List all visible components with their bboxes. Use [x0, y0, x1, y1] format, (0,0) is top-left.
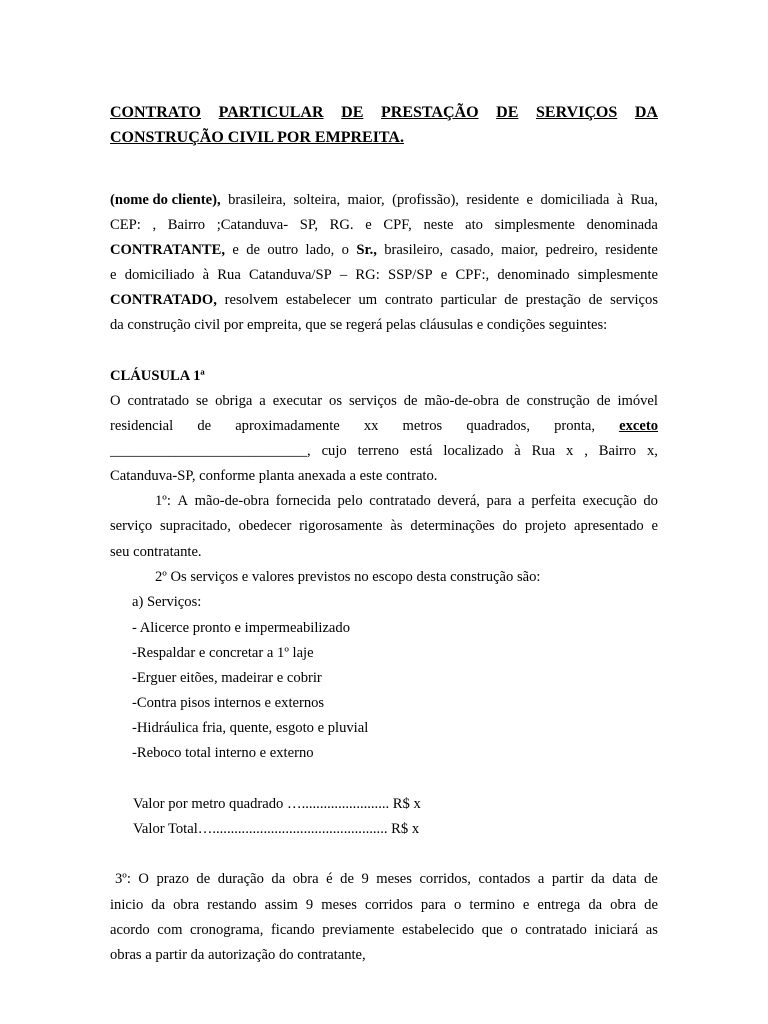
word: apresentado: [574, 518, 644, 534]
word: residente: [605, 242, 658, 258]
paragraph-1-line-last: seu contratante.: [110, 544, 202, 560]
word: assim: [264, 897, 298, 913]
word: pelo: [337, 493, 363, 509]
word: CONTRATANTE,: [110, 242, 226, 258]
word: brasileiro,: [384, 242, 444, 258]
paragraph-3-line: [110, 923, 658, 938]
intro-line: [110, 293, 658, 308]
word: Rua: [531, 443, 556, 459]
word: e: [110, 267, 117, 283]
intro-line: [110, 193, 658, 208]
word: ___________________________,: [110, 443, 311, 459]
word: domiciliada: [540, 192, 610, 208]
word: ficando: [270, 922, 315, 938]
word: iniciará: [594, 922, 639, 938]
word: O: [110, 393, 121, 409]
word: supracitado,: [159, 518, 231, 534]
intro-line-last: da construção civil por empreita, que se regerá pelas cláusulas e condições seguintes:: [110, 317, 608, 333]
word: para: [486, 493, 512, 509]
word: brasileira,: [228, 192, 287, 208]
word: ,: [584, 443, 588, 459]
word: da: [271, 871, 286, 887]
word: CPF:,: [455, 267, 490, 283]
word: DE: [496, 104, 519, 121]
word: exceto: [619, 418, 658, 434]
word: DE: [341, 104, 364, 121]
paragraph-1-line: [155, 494, 658, 509]
word: quadrados,: [466, 418, 530, 434]
service-item: - Alicerce pronto e impermeabilizado: [132, 620, 351, 636]
word: da: [151, 897, 166, 913]
word: xx: [363, 418, 379, 434]
word: execução: [582, 493, 637, 509]
paragraph-3-line: [115, 872, 658, 887]
word: determinações: [410, 518, 495, 534]
clause-line: [110, 444, 658, 459]
paragraph-2: 2º Os serviços e valores previstos no escopo desta construção são:: [155, 569, 541, 585]
word: o: [454, 897, 462, 913]
word: de: [504, 292, 518, 308]
word: serviço: [110, 518, 153, 534]
word: às: [390, 518, 403, 534]
word: CEP:: [110, 217, 141, 233]
word: de: [196, 871, 211, 887]
word: x,: [646, 443, 658, 459]
word: resolvem: [224, 292, 279, 308]
word: pronta,: [554, 418, 596, 434]
word: SP,: [299, 217, 318, 233]
word: residente: [466, 192, 520, 208]
word: o: [510, 922, 518, 938]
word: se: [195, 393, 209, 409]
word: de: [505, 393, 520, 409]
word: CPF,: [383, 217, 412, 233]
word: lado,: [305, 242, 335, 258]
word: as: [645, 922, 658, 938]
word: à: [202, 267, 210, 283]
paragraph-3-line: [110, 898, 658, 913]
word: O: [138, 871, 149, 887]
word: SSP/SP: [387, 267, 433, 283]
word: os: [329, 393, 343, 409]
word: localizado: [443, 443, 504, 459]
word: serviços: [348, 393, 397, 409]
word: perfeita: [531, 493, 576, 509]
word: da: [590, 871, 605, 887]
word: corridos,: [419, 871, 471, 887]
word: construção: [526, 393, 590, 409]
word: um: [358, 292, 378, 308]
services-heading: a) Serviços:: [132, 594, 202, 610]
word: está: [409, 443, 433, 459]
word: Catanduva/SP: [249, 267, 332, 283]
paragraph-3-line-last: obras a partir da autorização do contratante,: [110, 947, 366, 963]
word: particular: [440, 292, 497, 308]
word: e: [651, 518, 658, 534]
word: obedecer: [238, 518, 292, 534]
word: serviços: [610, 292, 658, 308]
word: rigorosamente: [299, 518, 383, 534]
word: ;Catanduva-: [216, 217, 289, 233]
word: previamente: [322, 922, 395, 938]
word: –: [339, 267, 348, 283]
word: mão-de-obra: [194, 493, 270, 509]
word: Rua,: [630, 192, 658, 208]
word: SERVIÇOS: [536, 104, 618, 121]
word: e: [526, 192, 533, 208]
word: residencial: [110, 418, 174, 434]
contract-title-line-1: [110, 105, 658, 121]
word: e: [232, 242, 239, 258]
price-total: Valor Total…................................................ R$ x: [133, 821, 420, 837]
word: estabelecer: [285, 292, 351, 308]
word: obriga: [215, 393, 253, 409]
word: RG:: [355, 267, 380, 283]
word: meses: [321, 897, 357, 913]
word: executar: [272, 393, 323, 409]
word: 9: [361, 871, 369, 887]
word: contratado: [127, 393, 190, 409]
word: contados: [478, 871, 531, 887]
word: neste: [423, 217, 454, 233]
word: obra: [173, 897, 200, 913]
word: maior,: [347, 192, 385, 208]
word: de: [644, 871, 658, 887]
word: de: [340, 871, 354, 887]
word: do: [502, 518, 518, 534]
word: DA: [634, 104, 658, 121]
word: mão-de-obra: [424, 393, 499, 409]
word: domiciliado: [124, 267, 195, 283]
word: ,: [152, 217, 157, 233]
word: à: [514, 443, 521, 459]
word: outro: [267, 242, 299, 258]
word: x: [566, 443, 574, 459]
word: prazo: [156, 871, 189, 887]
word: de: [403, 393, 418, 409]
word: deverá,: [437, 493, 480, 509]
service-item: -Erguer eitões, madeirar e cobrir: [132, 670, 322, 686]
word: denominada: [586, 217, 658, 233]
word: denominado: [497, 267, 570, 283]
word: é: [326, 871, 333, 887]
word: maior,: [501, 242, 539, 258]
word: aproximadamente: [235, 418, 340, 434]
word: da: [588, 897, 603, 913]
word: obra: [292, 871, 319, 887]
word: estabelecido: [401, 922, 475, 938]
word: Sr.,: [356, 242, 377, 258]
word: a: [518, 493, 525, 509]
word: obra: [610, 897, 637, 913]
word: RG.: [329, 217, 354, 233]
word: restando: [207, 897, 257, 913]
word: simplesmente: [494, 217, 575, 233]
word: cujo: [321, 443, 347, 459]
service-item: -Respaldar e concretar a 1º laje: [132, 645, 314, 661]
word: o: [341, 242, 349, 258]
word: que: [481, 922, 503, 938]
word: e: [440, 267, 448, 283]
clause-heading: CLÁUSULA 1ª: [110, 368, 205, 384]
word: (nome do cliente),: [110, 192, 221, 208]
word: com: [157, 922, 183, 938]
word: Bairro: [167, 217, 206, 233]
word: do: [643, 493, 658, 509]
word: CONTRATADO,: [110, 292, 217, 308]
intro-line: [110, 243, 658, 258]
word: pedreiro,: [545, 242, 598, 258]
word: de: [197, 418, 212, 434]
word: fornecida: [275, 493, 331, 509]
service-item: -Hidráulica fria, quente, esgoto e pluvial: [132, 720, 369, 736]
word: A: [177, 493, 189, 509]
word: contratado: [525, 922, 587, 938]
word: corridos: [364, 897, 413, 913]
word: cronograma,: [190, 922, 264, 938]
word: ato: [465, 217, 483, 233]
word: de: [588, 292, 603, 308]
word: PRESTAÇÃO: [381, 104, 479, 121]
word: contratado: [369, 493, 431, 509]
intro-line: [110, 268, 658, 283]
word: de: [246, 242, 260, 258]
word: terreno: [357, 443, 399, 459]
word: PARTICULAR: [218, 104, 324, 121]
word: projeto: [524, 518, 567, 534]
price-per-square-meter: Valor por metro quadrado …........................ R$ x: [133, 796, 421, 812]
word: Bairro: [598, 443, 637, 459]
word: imóvel: [617, 393, 658, 409]
word: simplesmente: [577, 267, 658, 283]
word: meses: [376, 871, 412, 887]
word: termino: [469, 897, 515, 913]
word: partir: [551, 871, 584, 887]
word: 9: [305, 897, 314, 913]
word: a: [537, 871, 545, 887]
word: Rua: [217, 267, 241, 283]
word: CONTRATO: [110, 104, 201, 121]
word: contrato: [384, 292, 433, 308]
word: entrega: [537, 897, 581, 913]
word: e: [365, 217, 372, 233]
service-item: -Contra pisos internos e externos: [132, 695, 325, 711]
word: prestação: [525, 292, 581, 308]
word: acordo: [110, 922, 150, 938]
word: casado,: [450, 242, 494, 258]
word: solteira,: [293, 192, 341, 208]
word: a: [259, 393, 266, 409]
clause-line: [110, 419, 658, 434]
word: data: [612, 871, 637, 887]
word: inicio: [110, 897, 144, 913]
service-item: -Reboco total interno e externo: [132, 745, 314, 761]
word: metros: [402, 418, 443, 434]
word: para: [420, 897, 446, 913]
clause-line-last: Catanduva-SP, conforme planta anexada a este contrato.: [110, 468, 438, 484]
contract-title-line-2: CONSTRUÇÃO CIVIL POR EMPREITA.: [110, 129, 404, 146]
word: (profissão),: [392, 192, 459, 208]
word: 3º:: [115, 871, 131, 887]
paragraph-1-line: [110, 519, 658, 534]
word: duração: [217, 871, 264, 887]
clause-line: [110, 394, 658, 409]
word: e: [522, 897, 530, 913]
word: de: [644, 897, 658, 913]
word: 1º:: [155, 493, 171, 509]
intro-line: [110, 218, 658, 233]
word: à: [616, 192, 624, 208]
word: de: [596, 393, 611, 409]
